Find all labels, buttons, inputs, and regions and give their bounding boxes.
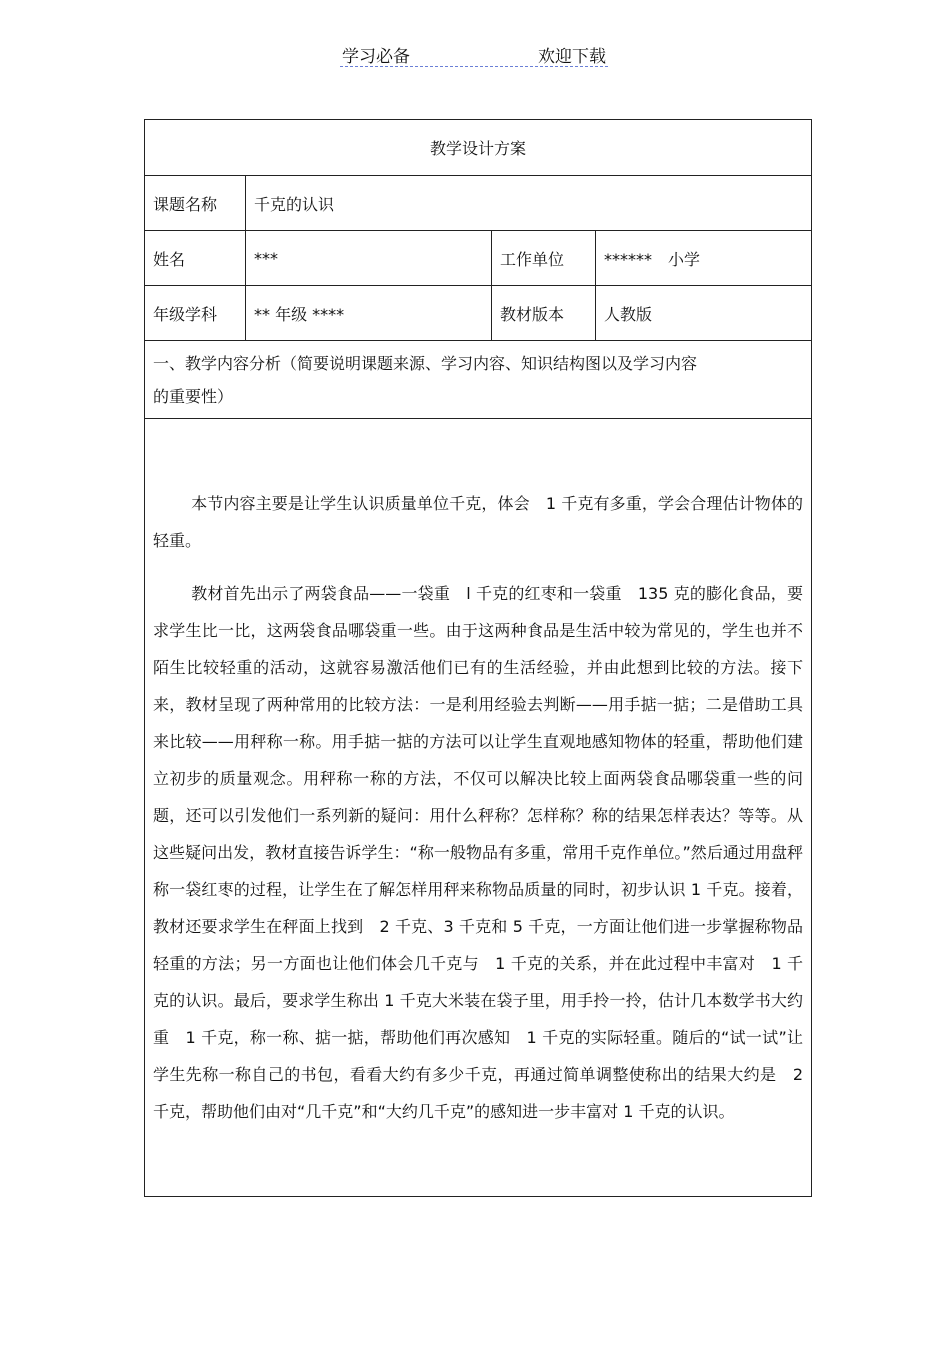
table-title: 教学设计方案: [145, 120, 812, 176]
content-body-row: [145, 419, 812, 1197]
table-row: [145, 176, 812, 231]
value-workplace: ****** 小学: [596, 231, 812, 286]
paragraph-2-text: 教材首先出示了两袋食品——一袋重 l 千克的红枣和一袋重 135 克的膨化食品，要求学生比一比，这两袋食品哪袋重一些。由于这两种食品是生活中较为常见的，学生也并不陌生比较轻重的活动，这就容易激活他们已有的生活经验，并由此想到比较的方法。接下来，教材呈现了两种常用的比较方法：一是利用经验去判断——用手掂一掂；二是借助工具来比较——用秤称一称。用手掂一掂的方法可以让学生直观地感知物体的轻重，帮助他们建立初步的质量观念。用秤称一称的方法，不仅可以解决比较上面两袋食品哪袋重一些的问题，还可以引发他们一系列新的疑问：用什么秤称？怎样称？称的结果怎样表达？等等。从这些疑问出发，教材直接告诉学生：“称一般物品有多重，常用千克作单位。”然后通过用盘秤称一袋红枣的过程，让学生在了解怎样用秤来称物品质量的同时，初步认识 1 千克。接着，教材还要求学生在秤面上找到 2 千克、3 千克和 5 千克，一方面让他们进一步掌握称物品轻重的方法；另一方面也让他们体会几千克与 1 千克的关系，并在此过程中丰富对 1 千克的认识。最后，要求学生称出 1 千克大米装在袋子里，用手拎一拎，估计几本数学书大约重 1 千克，称一称、掂一掂，帮助他们再次感知 1 千克的实际轻重。随后的“试一试”让学生先称一称自己的书包，看看大约有多少千克，再通过简单调整使称出的结果大约是 2 千克，帮助他们由对“几千克”和“大约几千克”的感知进一步丰富对 1 千克的认识。: [153, 584, 804, 1121]
label-topic: 课题名称: [145, 176, 246, 231]
lesson-plan-table: [144, 119, 812, 1197]
value-grade-subject: ** 年级 ****: [246, 286, 492, 341]
section-heading-line1: 一、教学内容分析（简要说明课题来源、学习内容、知识结构图以及学习内容: [153, 353, 698, 373]
section-heading-line2: 的重要性）: [153, 386, 234, 406]
value-topic: 千克的认识: [246, 176, 812, 231]
value-name: ***: [246, 231, 492, 286]
header-right-text: 欢迎下载: [538, 47, 606, 67]
label-textbook-version: 教材版本: [492, 286, 596, 341]
table-title-row: [145, 120, 812, 176]
label-name: 姓名: [145, 231, 246, 286]
table-row: [145, 286, 812, 341]
label-workplace: 工作单位: [492, 231, 596, 286]
header-left-text: 学习必备: [342, 47, 410, 67]
value-textbook-version: 人教版: [596, 286, 812, 341]
page-header: [340, 42, 608, 67]
table-row: [145, 231, 812, 286]
section-heading-row: [145, 341, 812, 419]
section-heading: [145, 341, 812, 419]
content-body: [145, 419, 812, 1197]
paragraph-1-text: 本节内容主要是让学生认识质量单位千克，体会 1 千克有多重，学会合理估计物体的轻重。: [153, 494, 804, 550]
label-grade-subject: 年级学科: [145, 286, 246, 341]
paragraph-1: [153, 485, 803, 559]
paragraph-2: [153, 575, 803, 1130]
